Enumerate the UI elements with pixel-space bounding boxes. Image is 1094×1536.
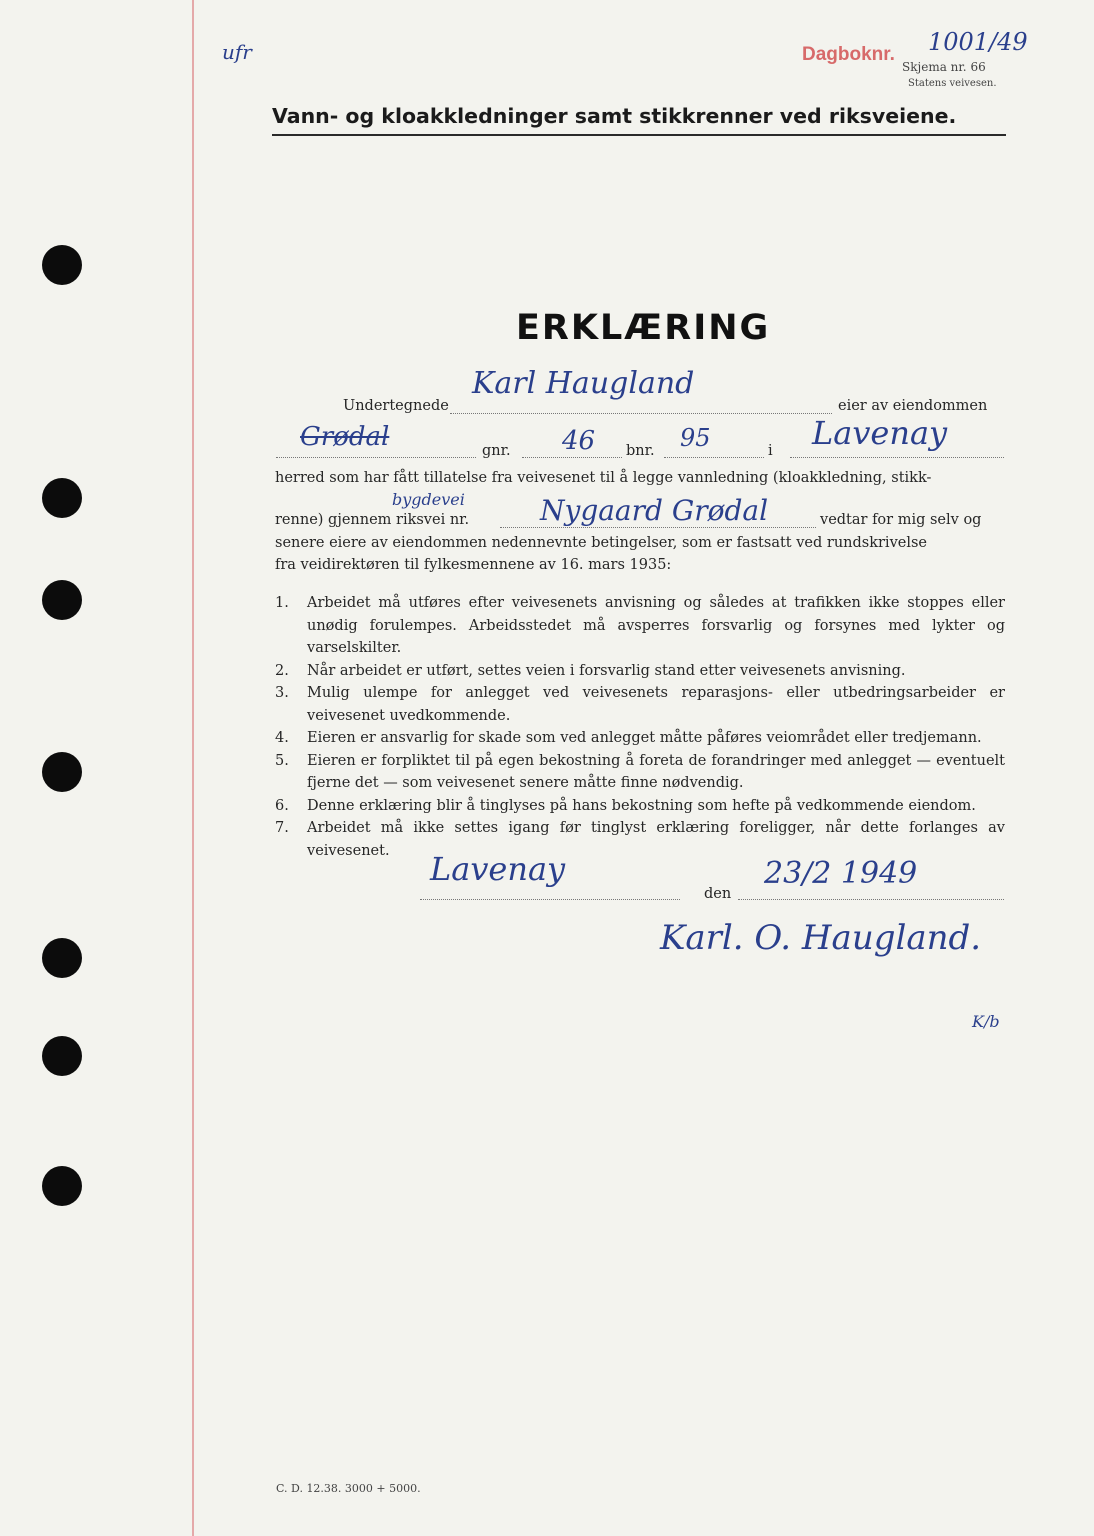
renne-line-start: renne) gjennem riksvei nr.	[275, 512, 470, 528]
corner-initials: ufr	[222, 40, 252, 64]
clause-item	[275, 682, 1005, 727]
gnr-value: 46	[562, 426, 596, 456]
clause-text: Arbeidet må utføres efter veivesenets anvisning og således at trafikken ikke stoppes eller unødig forulempes. Arbeidsstedet må avsperres forsvarlig og forsynes med lykter og varselskilter.	[307, 595, 1005, 656]
clause-number: 4.	[275, 730, 289, 746]
renne-value: Nygaard Grødal	[540, 494, 769, 527]
dagboknr-stamp: Dagboknr.	[802, 44, 895, 65]
fill-line	[420, 898, 680, 900]
punch-hole	[42, 245, 82, 285]
fill-line	[738, 898, 1004, 900]
issuer-label: Statens veivesen.	[908, 78, 997, 89]
punch-hole	[42, 580, 82, 620]
clause-item	[275, 750, 1005, 795]
print-code: C. D. 12.38. 3000 + 5000.	[276, 1482, 421, 1495]
fill-line	[664, 456, 764, 458]
clause-item	[275, 795, 1005, 818]
undertegnede-label: Undertegnede	[343, 398, 449, 414]
form-title: Vann- og kloakkledninger samt stikkrenner ved riksveiene.	[272, 104, 957, 128]
gnr-label: gnr.	[482, 443, 511, 459]
dagboknr-value: 1001/49	[928, 28, 1028, 56]
title-underline	[272, 134, 1006, 136]
form-number: Skjema nr. 66	[902, 60, 986, 74]
clause-text: Mulig ulempe for anlegget ved veivesenets reparasjons- eller utbedringsarbeider er veivesenet uvedkommende.	[307, 685, 1005, 724]
fill-line	[522, 456, 622, 458]
place-value: Lavenay	[430, 850, 566, 888]
renne-value-top: bygdevei	[392, 490, 465, 509]
fill-line	[450, 412, 832, 414]
clause-list	[275, 592, 1005, 862]
clause-text: Når arbeidet er utført, settes veien i forsvarlig stand etter veivesenets anvisning.	[307, 662, 906, 679]
clause-number: 1.	[275, 595, 289, 611]
margin-line	[192, 0, 194, 1536]
fill-line	[790, 456, 1004, 458]
clause-number: 7.	[275, 820, 289, 836]
bnr-value: 95	[680, 424, 711, 452]
fill-line	[276, 456, 476, 458]
eier-label: eier av eiendommen	[838, 398, 988, 414]
clause-text: Denne erklæring blir å tinglyses på hans bekostning som hefte på vedkommende eiendom.	[307, 797, 976, 814]
renne-line-end: vedtar for mig selv og	[820, 512, 982, 528]
i-label: i	[768, 443, 773, 459]
punch-hole	[42, 1166, 82, 1206]
clause-number: 6.	[275, 797, 289, 814]
clause-text: Arbeidet må ikke settes igang før tinglyst erklæring foreligger, når dette forlanges av veivesenet.	[307, 820, 1005, 859]
clause-item	[275, 592, 1005, 660]
initials-mark: K/b	[972, 1012, 1000, 1031]
body-line: senere eiere av eiendommen nedennevnte betingelser, som er fastsatt ved rundskrivelse	[275, 535, 928, 551]
punch-hole	[42, 938, 82, 978]
clause-item	[275, 727, 1005, 750]
punch-hole	[42, 1036, 82, 1076]
clause-item	[275, 660, 1005, 683]
date-value: 23/2 1949	[764, 856, 918, 891]
herred-value: Lavenay	[812, 414, 948, 452]
punch-hole	[42, 752, 82, 792]
clause-number: 3.	[275, 685, 289, 701]
clause-number: 5.	[275, 752, 289, 769]
den-label: den	[704, 886, 732, 902]
bnr-label: bnr.	[626, 443, 655, 459]
punch-hole	[42, 478, 82, 518]
clause-text: Eieren er forpliktet til på egen bekostning å foreta de forandringer med anlegget — eventuelt fjerne det — som veivesenet senere måtte finne nødvendig.	[307, 752, 1005, 791]
clause-text: Eieren er ansvarlig for skade som ved anlegget måtte påføres veiområdet eller tredjemann.	[307, 730, 982, 746]
property-name-struck: Grødal	[300, 422, 390, 452]
document-heading: ERKLÆRING	[516, 308, 771, 348]
body-line: herred som har fått tillatelse fra veivesenet til å legge vannledning (kloakkledning, stikk-	[275, 470, 932, 486]
clause-number: 2.	[275, 662, 289, 679]
body-line: fra veidirektøren til fylkesmennene av 16. mars 1935:	[275, 557, 672, 573]
undertegnede-value: Karl Haugland	[472, 366, 695, 401]
signature: Karl. O. Haugland.	[660, 918, 982, 958]
